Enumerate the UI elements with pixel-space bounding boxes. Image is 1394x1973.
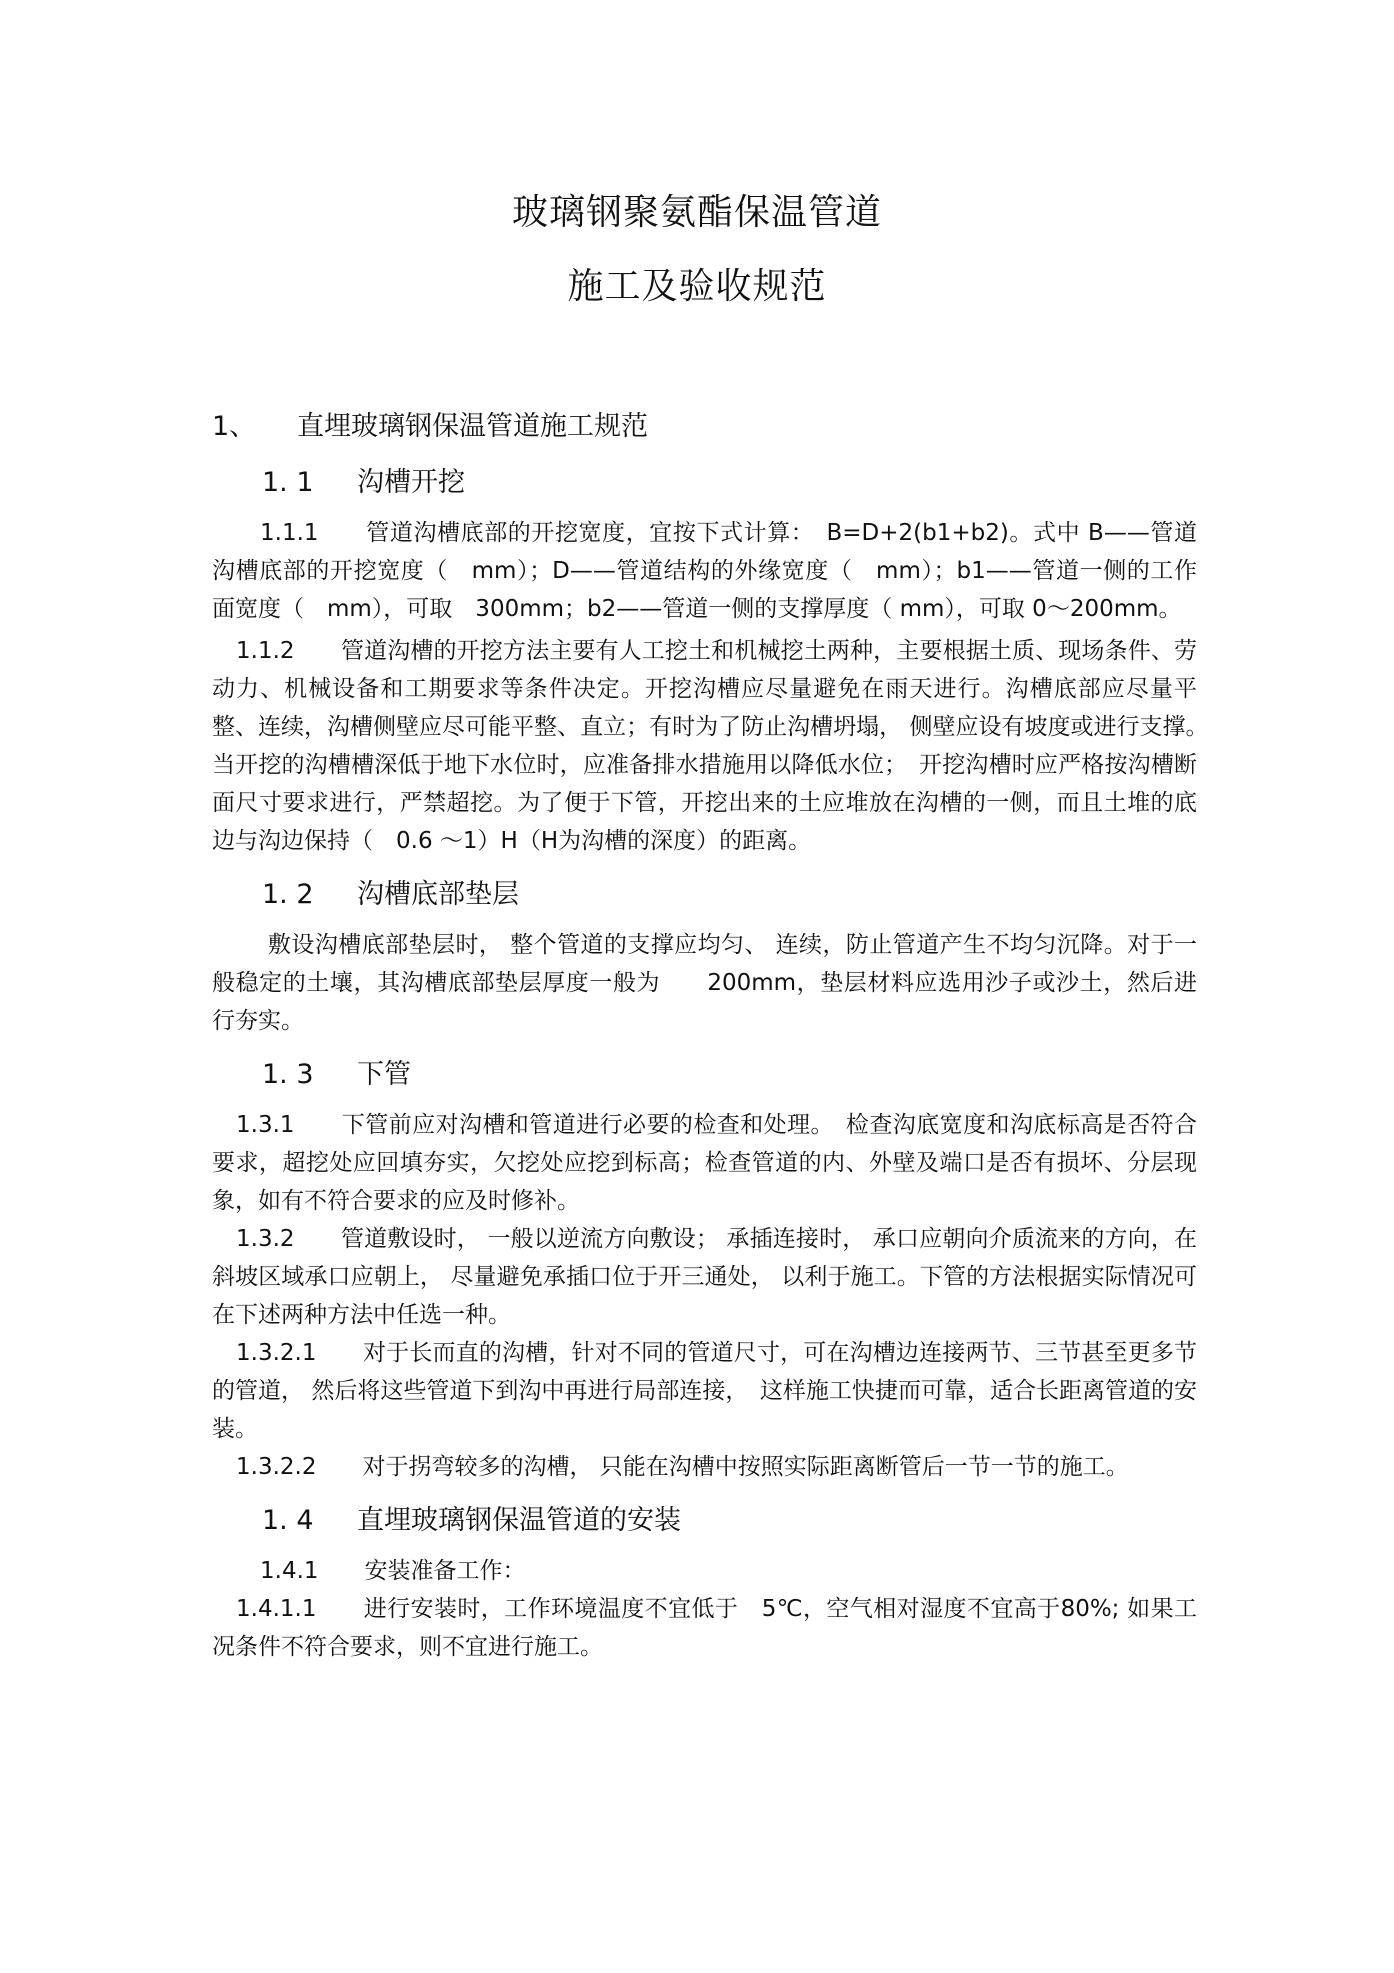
- subsection-title: 直埋玻璃钢保温管道的安装: [357, 1505, 681, 1536]
- document-body: [212, 408, 1220, 1666]
- paragraph-1-3-2: 1.3.2 管道敷设时， 一般以逆流方向敷设； 承插连接时， 承口应朝向介质流来的方向，在斜坡区域承口应朝上， 尽量避免承插口位于开三通处， 以利于施工。下管的方法根据实际情况可在下述两种方法中任选一种。: [212, 1226, 1197, 1328]
- paragraph-1-3-1: 1.3.1 下管前应对沟槽和管道进行必要的检查和处理。 检查沟底宽度和沟底标高是否符合要求，超挖处应回填夯实，欠挖处应挖到标高；检查管道的内、外壁及端口是否有损坏、分层现象，如有不符合要求的应及时修补。: [212, 1112, 1197, 1214]
- doc-title-line2: 施工及验收规范: [567, 266, 827, 307]
- paragraph-1-3-2-2: 1.3.2.2 对于拐弯较多的沟槽， 只能在沟槽中按照实际距离断管后一节一节的施工。: [236, 1454, 1129, 1480]
- paragraph-1-4-1: 1.4.1 安装准备工作：: [260, 1558, 526, 1584]
- subsection-number: 1. 3: [262, 1059, 314, 1090]
- subsection-number: 1. 4: [262, 1505, 314, 1536]
- subsection-heading-1-2: [262, 876, 1197, 914]
- paragraph-1-4-1-1: 1.4.1.1 进行安装时，工作环境温度不宜低于 5℃，空气相对湿度不宜高于80%; 如果工况条件不符合要求，则不宜进行施工。: [212, 1596, 1197, 1660]
- paragraph-1-3-2-1: 1.3.2.1 对于长而直的沟槽，针对不同的管道尺寸，可在沟槽边连接两节、三节甚至更多节的管道， 然后将这些管道下到沟中再进行局部连接， 这样施工快捷而可靠，适合长距离管道的安装。: [212, 1340, 1197, 1442]
- subsection-heading-1-4: [262, 1502, 1197, 1540]
- section-heading-1: [212, 408, 1197, 446]
- section-title: 直埋玻璃钢保温管道施工规范: [297, 411, 648, 442]
- subsection-number: 1. 2: [262, 879, 314, 910]
- subsection-title: 下管: [357, 1059, 411, 1090]
- subsection-title: 沟槽开挖: [357, 467, 465, 498]
- subsection-heading-1-1: [262, 464, 1197, 502]
- subsection-number: 1. 1: [262, 467, 314, 498]
- doc-title-line1: 玻璃钢聚氨酯保温管道: [511, 192, 882, 233]
- section-number: 1、: [212, 411, 257, 442]
- subsection-heading-1-3: [262, 1056, 1197, 1094]
- subsection-title: 沟槽底部垫层: [357, 879, 519, 910]
- paragraph-1-2: 敷设沟槽底部垫层时， 整个管道的支撑应均匀、 连续，防止管道产生不均匀沉降。对于一般稳定的土壤，其沟槽底部垫层厚度一般为 200mm，垫层材料应选用沙子或沙土，然后进行夯实。: [212, 932, 1197, 1034]
- paragraph-1-1-2: 1.1.2 管道沟槽的开挖方法主要有人工挖土和机械挖土两种，主要根据土质、现场条件、劳动力、机械设备和工期要求等条件决定。开挖沟槽应尽量避免在雨天进行。沟槽底部应尽量平整、连续，沟槽侧壁应尽可能平整、直立；有时为了防止沟槽坍塌， 侧壁应设有坡度或进行支撑。 当开挖的沟槽槽深低于地下水位时，应准备排水措施用以降低水位； 开挖沟槽时应严格按沟槽断面尺寸要求进行，严禁超挖。为了便于下管，开挖出来的土应堆放在沟槽的一侧，而且土堆的底边与沟边保持（ 0.6 ～1）H（H为沟槽的深度）的距离。: [212, 638, 1220, 854]
- paragraph-1-1-1: 1.1.1 管道沟槽底部的开挖宽度，宜按下式计算： B=D+2(b1+b2)。式中 B——管道沟槽底部的开挖宽度（ mm）；D——管道结构的外缘宽度（ mm）；b1——管道一侧的工作面宽度（ mm），可取 300mm；b2——管道一侧的支撑厚度（ mm），可取 0～200mm。: [212, 520, 1197, 622]
